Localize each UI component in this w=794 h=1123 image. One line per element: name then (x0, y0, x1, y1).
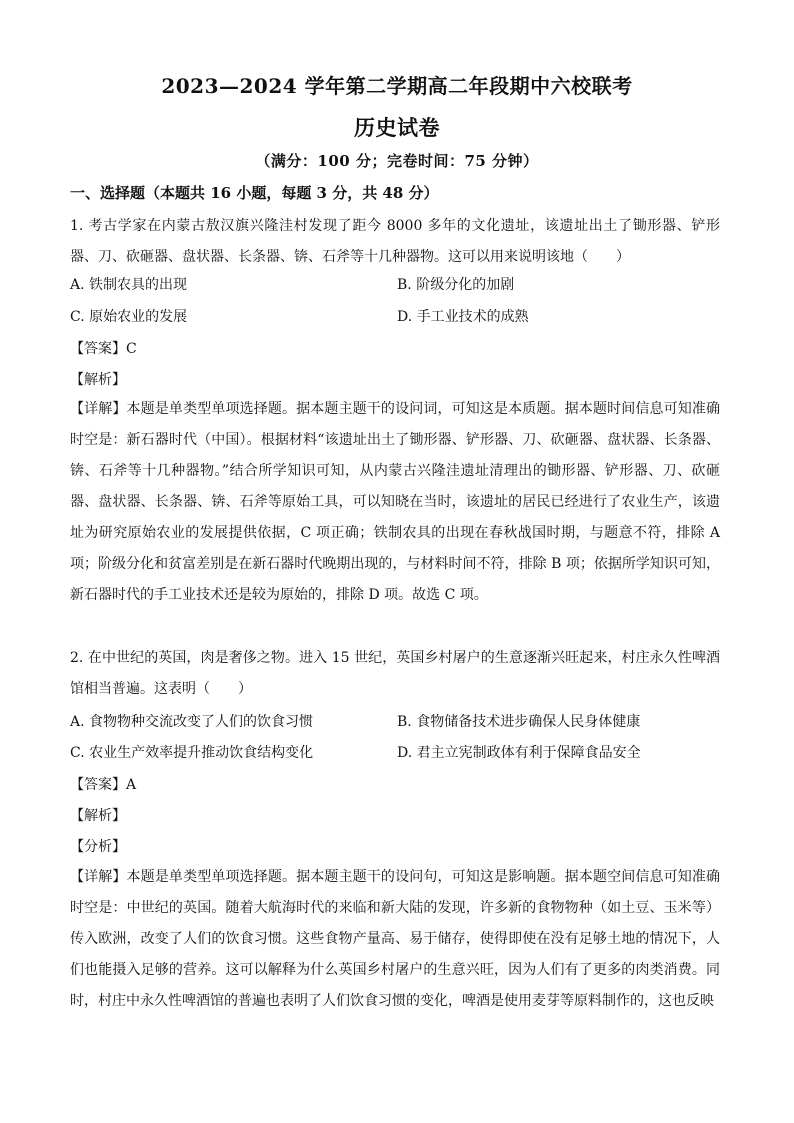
exam-title: 2023—2024 学年第二学期高二年段期中六校联考 (161, 74, 633, 98)
q1-detail: 【详解】本题是单类型单项选择题。据本题主题干的设问词，可知这是本质题。据本题时间信息可知准确时空是：新石器时代（中国）。根据材料“该遗址出土了锄形器、铲形器、刀、砍砸器、盘状器、长条器、锛、石斧等十几种器物。”结合所学知识可知，从内蒙古兴隆洼遗址清理出的锄形器、铲形器、刀、砍砸器、盘状器、长条器、锛、石斧等原始工具，可以知晓在当时，该遗址的居民已经进行了农业生产，该遗址为研究原始农业的发展提供依据，C 项正确；铁制农具的出现在春秋战国时期，与题意不符，排除 A 项；阶级分化和贫富差别是在新石器时代晚期出现的，与材料时间不符，排除 B 项；依据所学知识可知，新石器时代的手工业技术还是较为原始的，排除 D 项。故选 C 项。 (70, 401, 720, 603)
q2-option-c: C. 农业生产效率提升推动饮食结构变化 (70, 745, 314, 761)
q2-option-a: A. 食物物种交流改变了人们的饮食习惯 (70, 714, 314, 730)
q1-option-a: A. 铁制农具的出现 (70, 277, 188, 293)
subject-title: 历史试卷 (354, 115, 440, 140)
q2-option-b: B. 食物储备技术进步确保人民身体健康 (397, 714, 641, 730)
section-heading: 一、选择题（本题共 16 小题，每题 3 分，共 48 分） (70, 184, 439, 202)
q1-answer: 【答案】C (70, 341, 137, 357)
q1-stem: 1. 考古学家在内蒙古敖汉旗兴隆洼村发现了距今 8000 多年的文化遗址，该遗址出土了锄形器、铲形器、刀、砍砸器、盘状器、长条器、锛、石斧等十几种器物。这可以用来说明该地（ ） (70, 218, 720, 265)
q2-stem: 2. 在中世纪的英国，肉是奢侈之物。进入 15 世纪，英国乡村屠户的生意逐渐兴旺起来，村庄永久性啤酒馆相当普遍。这表明（ ） (70, 650, 720, 697)
score-info: （满分：100 分；完卷时间：75 分钟） (255, 152, 539, 170)
q1-analysis-label: 【解析】 (70, 372, 126, 388)
q1-option-c: C. 原始农业的发展 (70, 309, 188, 325)
q2-fenxi-label: 【分析】 (70, 839, 126, 855)
q1-option-d: D. 手工业技术的成熟 (397, 309, 529, 325)
q2-detail: 【详解】本题是单类型单项选择题。据本题主题干的设问句，可知这是影响题。据本题空间信息可知准确时空是：中世纪的英国。随着大航海时代的来临和新大陆的发现，许多新的食物物种（如土豆、玉米等）传入欧洲，改变了人们的饮食习惯。这些食物产量高、易于储存，使得即使在没有足够土地的情况下，人们也能摄入足够的营养。这可以解释为什么英国乡村屠户的生意兴旺，因为人们有了更多的肉类消费。同时，村庄中永久性啤酒馆的普遍也表明了人们饮食习惯的变化，啤酒是使用麦芽等原料制作的，这也反映 (70, 869, 720, 1009)
q2-option-d: D. 君主立宪制政体有利于保障食品安全 (397, 745, 641, 761)
q2-answer: 【答案】A (70, 777, 137, 793)
q1-option-b: B. 阶级分化的加剧 (397, 277, 515, 293)
q2-analysis-label: 【解析】 (70, 808, 126, 824)
